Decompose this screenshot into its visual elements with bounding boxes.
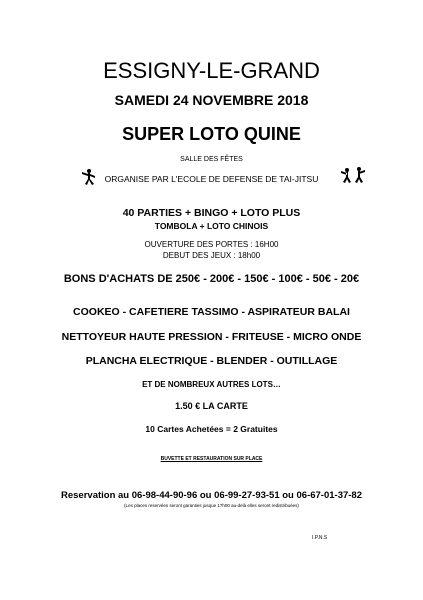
organizer: ORGANISE PAR L'ECOLE DE DEFENSE DE TAI-JITSU: [104, 174, 319, 184]
reservation-note: (Les places reservées seront garanties jusque 17h00 au-delà elles seront redistribuées): [124, 503, 299, 508]
extras-line: TOMBOLA + LOTO CHINOIS: [154, 221, 269, 231]
print-mark: I.P.N.S: [312, 535, 328, 541]
reservation-phones: Reservation au 06-98-44-90-96 ou 06-99-27-93-51 ou 06-67-01-37-82: [61, 490, 362, 501]
prize-line-3: PLANCHA ELECTRIQUE - BLENDER - OUTILLAGE: [85, 355, 338, 367]
vouchers-line: BONS D'ACHATS DE 250€ - 200€ - 150€ - 100€ - 50€ - 20€: [63, 273, 360, 285]
games-line: 40 PARTIES + BINGO + LOTO PLUS: [122, 207, 301, 219]
martial-artists-right-icon: [340, 166, 366, 184]
prize-line-1: COOKEO - CAFETIERE TASSIMO - ASPIRATEUR BALAI: [73, 306, 350, 318]
town-heading: ESSIGNY-LE-GRAND: [103, 58, 320, 83]
event-title: SUPER LOTO QUINE: [122, 124, 301, 144]
refreshments-note: BUVETTE ET RESTAURATION SUR PLACE: [160, 456, 263, 462]
prize-line-2: NETTOYEUR HAUTE PRESSION - FRITEUSE - MICRO ONDE: [61, 331, 362, 343]
doors-open: OUVERTURE DES PORTES : 16H00: [144, 240, 279, 249]
games-start: DEBUT DES JEUX : 18h00: [162, 251, 261, 260]
card-price: 1.50 € LA CARTE: [175, 401, 248, 411]
more-prizes: ET DE NOMBREUX AUTRES LOTS…: [142, 380, 281, 389]
venue: SALLE DES FÊTES: [180, 156, 243, 163]
card-offer: 10 Cartes Achetées = 2 Gratuites: [145, 424, 278, 434]
event-date: SAMEDI 24 NOVEMBRE 2018: [114, 92, 309, 108]
